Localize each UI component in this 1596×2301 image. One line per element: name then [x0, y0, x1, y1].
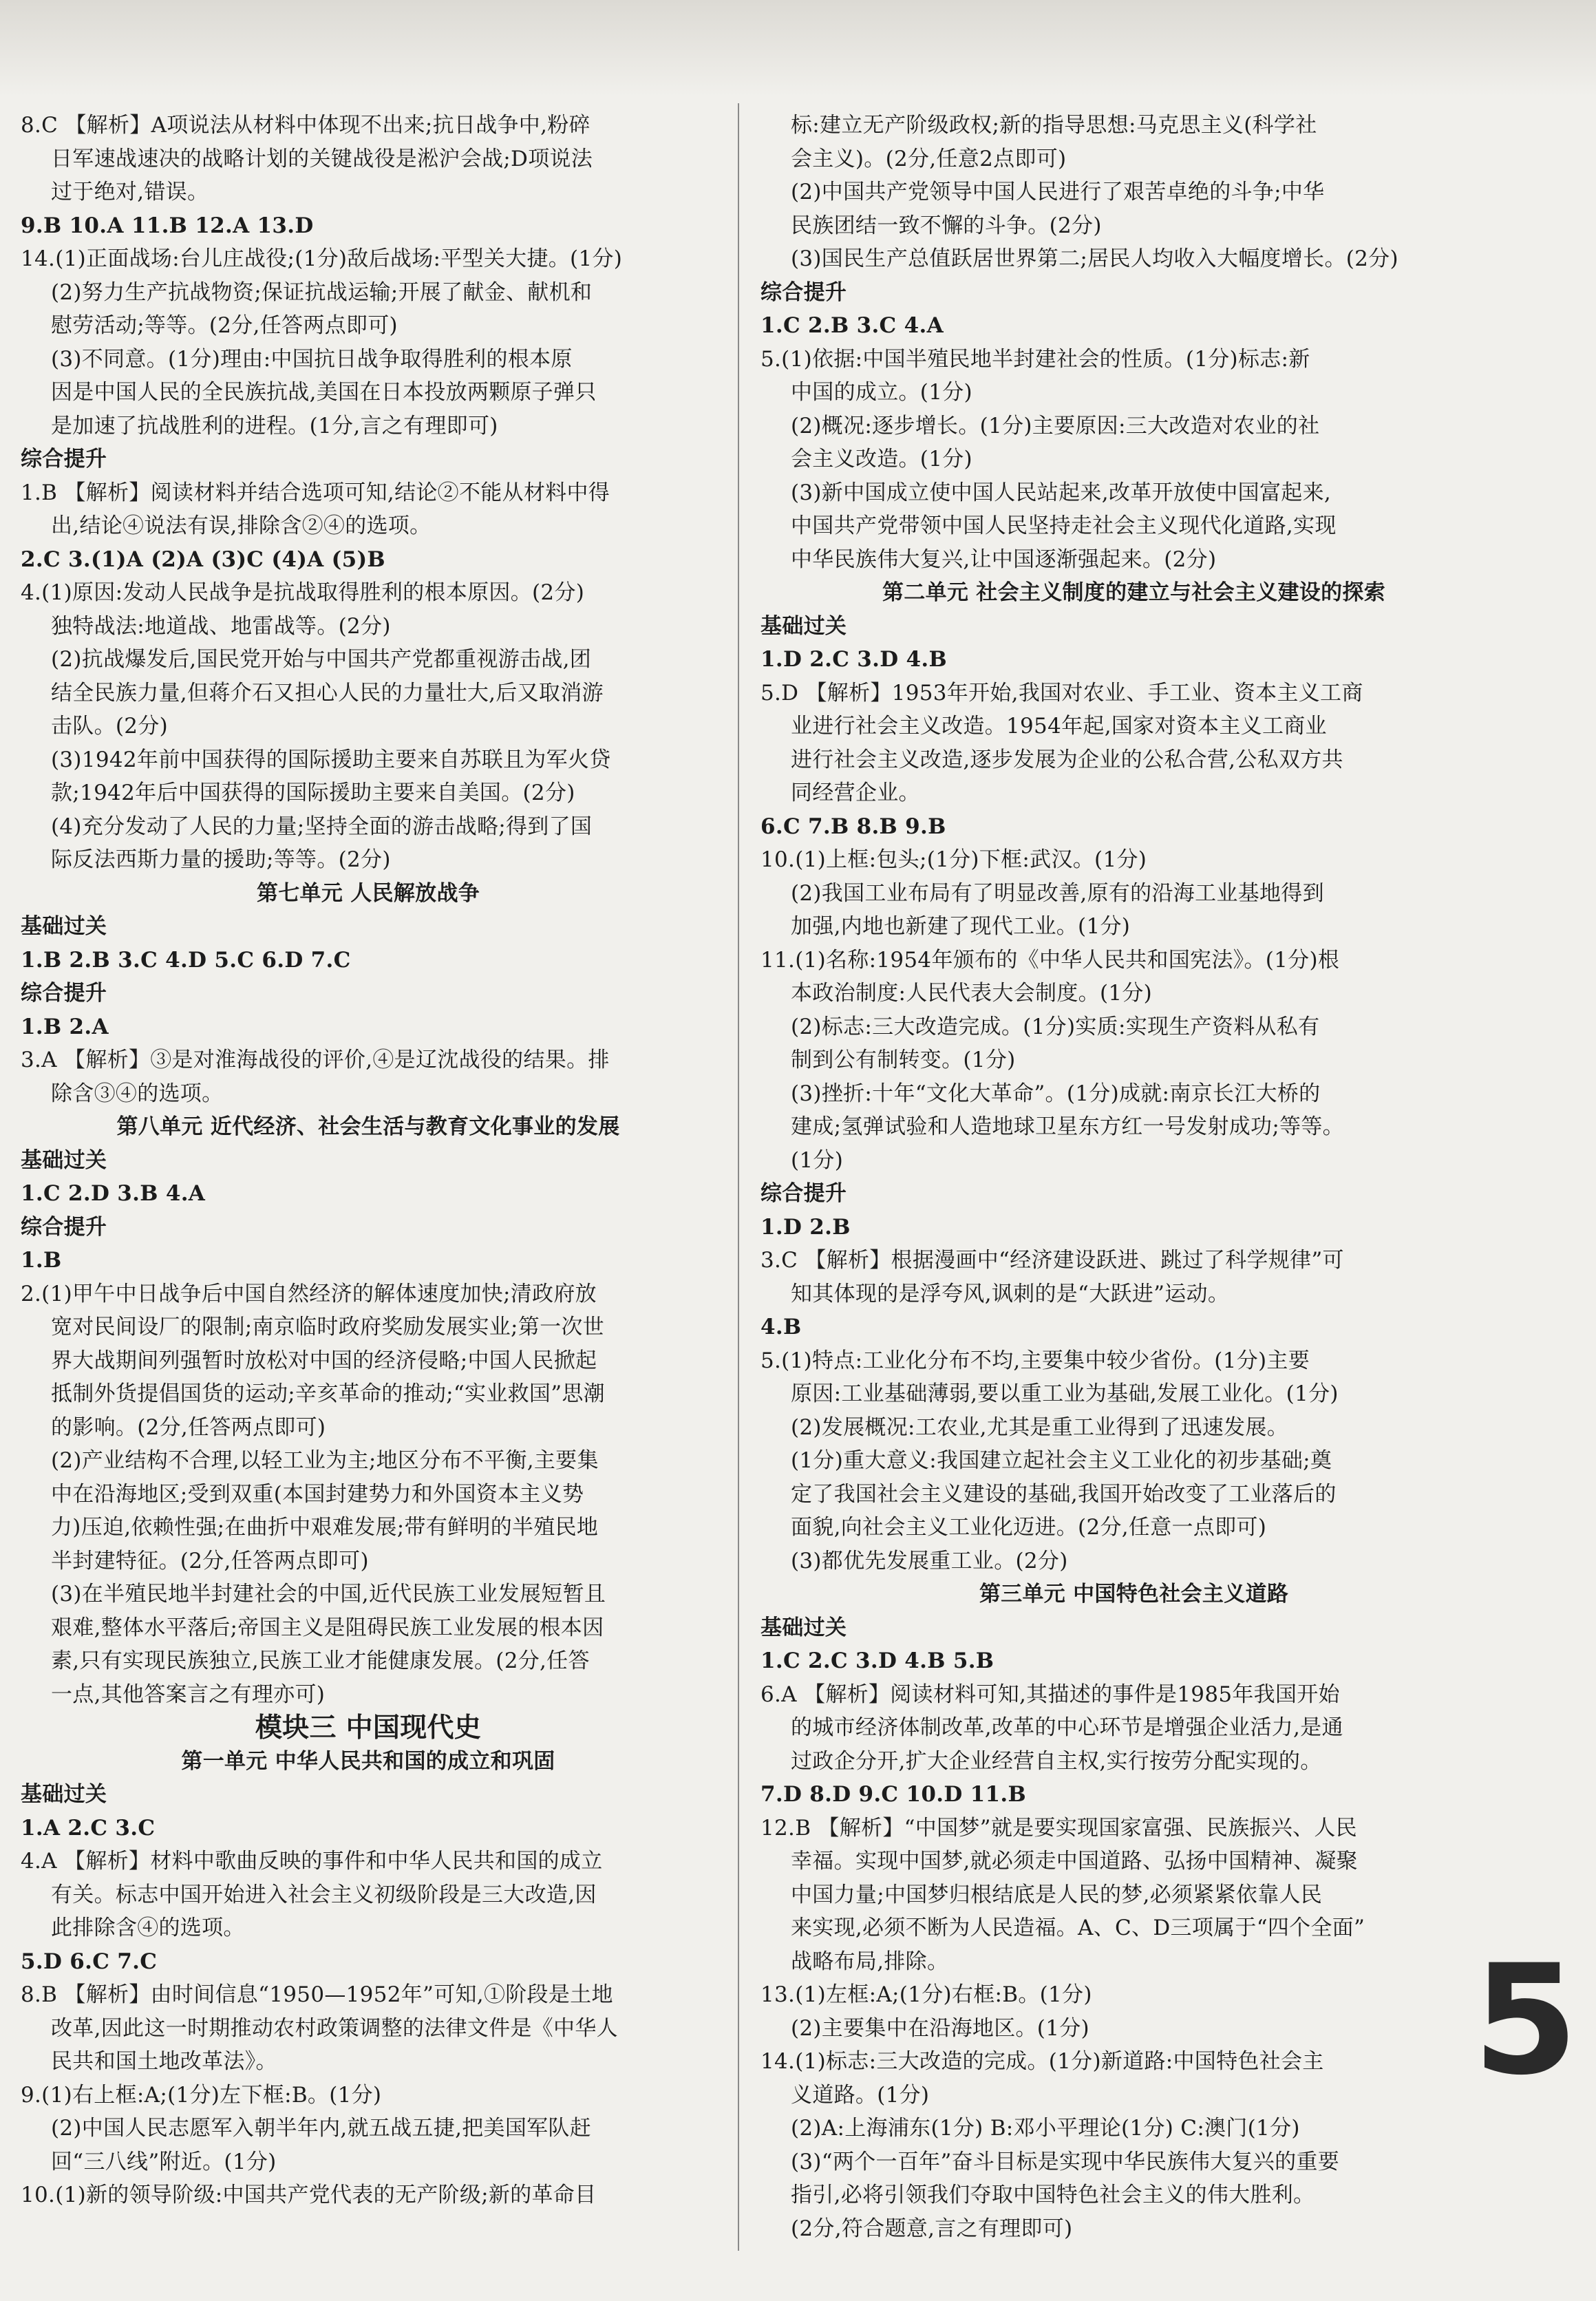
text-line: 加强,内地也新建了现代工业。(1分): [791, 914, 1131, 939]
text-line: 进行社会主义改造,逐步发展为企业的公私合营,公私双方共: [791, 747, 1343, 772]
text-line: 综合提升: [21, 1214, 107, 1240]
text-line: 有关。标志中国开始进入社会主义初级阶段是三大改造,因: [51, 1882, 597, 1907]
text-line: 际反法西斯力量的援助;等等。(2分): [51, 847, 391, 872]
text-line: (1分): [791, 1147, 844, 1173]
text-line: 同经营企业。: [791, 781, 920, 805]
text-line: (2)我国工业布局有了明显改善,原有的沿海工业基地得到: [791, 880, 1324, 906]
text-line: 第八单元 近代经济、社会生活与教育文化事业的发展: [116, 1114, 620, 1139]
text-line: 7.D 8.D 9.C 10.D 11.B: [760, 1782, 1026, 1807]
text-line: 中华民族伟大复兴,让中国逐渐强起来。(2分): [791, 547, 1217, 572]
text-line: (2)中国共产党领导中国人民进行了艰苦卓绝的斗争;中华: [791, 180, 1325, 204]
text-line: 基础过关: [21, 1147, 107, 1173]
text-line: 义道路。(1分): [791, 2082, 930, 2108]
text-line: 5.D 6.C 7.C: [21, 1949, 158, 1974]
text-line: (2)概况:逐步增长。(1分)主要原因:三大改造对农业的社: [791, 413, 1320, 438]
text-line: (3)“两个一百年”奋斗目标是实现中华民族伟大复兴的重要: [791, 2149, 1340, 2174]
text-line: (4)充分发动了人民的力量;坚持全面的游击战略;得到了国: [51, 814, 593, 839]
text-line: 的城市经济体制改革,改革的中心环节是增强企业活力,是通: [791, 1715, 1343, 1740]
text-line: 11.(1)名称:1954年颁布的《中华人民共和国宪法》。(1分)根: [760, 947, 1340, 973]
text-line: (2)抗战爆发后,国民党开始与中国共产党都重视游击战,团: [51, 647, 592, 672]
text-line: 本政治制度:人民代表大会制度。(1分): [791, 981, 1153, 1006]
text-line: (3)不同意。(1分)理由:中国抗日战争取得胜利的根本原: [51, 346, 573, 372]
text-line: 10.(1)上框:包头;(1分)下框:武汉。(1分): [760, 847, 1147, 872]
text-line: 模块三 中国现代史: [255, 1712, 482, 1743]
text-line: 的影响。(2分,任答两点即可): [51, 1414, 326, 1440]
text-line: 6.C 7.B 8.B 9.B: [760, 814, 946, 839]
text-line: 回“三八线”附近。(1分): [51, 2149, 277, 2174]
text-line: 中国共产党带领中国人民坚持走社会主义现代化道路,实现: [791, 513, 1337, 538]
text-line: 指引,必将引领我们夺取中国特色社会主义的伟大胜利。: [791, 2183, 1315, 2207]
text-line: (2)中国人民志愿军入朝半年内,就五战五捷,把美国军队赶: [51, 2116, 592, 2141]
text-line: 3.A 【解析】③是对淮海战役的评价,④是辽沈战役的结果。排: [21, 1048, 610, 1072]
text-line: 1.B 2.B 3.C 4.D 5.C 6.D 7.C: [21, 947, 351, 973]
text-line: 基础过关: [21, 1782, 107, 1807]
text-line: 会主义改造。(1分): [791, 447, 972, 471]
text-line: 1.B: [21, 1248, 62, 1273]
text-line: 此排除含④的选项。: [51, 1916, 245, 1940]
text-line: 出,结论④说法有误,排除含②④的选项。: [51, 513, 432, 538]
text-line: 14.(1)正面战场:台儿庄战役;(1分)敌后战场:平型关大捷。(1分): [21, 246, 623, 271]
text-line: 1.D 2.B: [760, 1214, 851, 1240]
text-line: 1.A 2.C 3.C: [21, 1815, 156, 1841]
text-line: 9.(1)右上框:A;(1分)左下框:B。(1分): [21, 2082, 382, 2108]
text-line: 一点,其他答案言之有理亦可): [51, 1682, 326, 1707]
text-line: 1.D 2.C 3.D 4.B: [760, 647, 947, 672]
text-line: 民共和国土地改革法》。: [51, 2049, 277, 2074]
text-line: 第七单元 人民解放战争: [256, 880, 480, 906]
text-line: 综合提升: [760, 1181, 847, 1206]
text-line: 中国的成立。(1分): [791, 380, 972, 405]
text-line: 慰劳活动;等等。(2分,任答两点即可): [51, 313, 398, 338]
text-line: 中国力量;中国梦归根结底是人民的梦,必须紧紧依靠人民: [791, 1882, 1323, 1907]
text-line: 制到公有制转变。(1分): [791, 1048, 1016, 1072]
text-line: 基础过关: [760, 613, 847, 639]
text-line: 款;1942年后中国获得的国际援助主要来自美国。(2分): [51, 781, 575, 805]
left-column: [21, 109, 716, 2249]
text-line: (2分,符合题意,言之有理即可): [791, 2216, 1073, 2241]
text-line: 10.(1)新的领导阶级:中国共产党代表的无产阶级;新的革命目: [21, 2183, 597, 2207]
text-line: 综合提升: [760, 279, 847, 305]
text-line: (1分)重大意义:我国建立起社会主义工业化的初步基础;奠: [791, 1448, 1332, 1473]
text-line: 5.(1)依据:中国半殖民地半封建社会的性质。(1分)标志:新: [760, 346, 1310, 372]
text-line: (2)努力生产抗战物资;保证抗战运输;开展了献金、献机和: [51, 279, 593, 305]
text-line: 除含③④的选项。: [51, 1081, 224, 1106]
text-line: 1.C 2.B 3.C 4.A: [760, 313, 944, 338]
text-line: 半封建特征。(2分,任答两点即可): [51, 1548, 369, 1573]
text-line: 宽对民间设厂的限制;南京临时政府奖励发展实业;第一次世: [51, 1315, 604, 1339]
text-line: 标:建立无产阶级政权;新的指导思想:马克思主义(科学社: [791, 113, 1317, 138]
page-number: 5: [1473, 1932, 1579, 2108]
text-line: 9.B 10.A 11.B 12.A 13.D: [21, 213, 314, 238]
text-line: 6.A 【解析】阅读材料可知,其描述的事件是1985年我国开始: [760, 1682, 1340, 1707]
text-line: 基础过关: [21, 914, 107, 939]
text-line: 会主义)。(2分,任意2点即可): [791, 146, 1067, 171]
text-line: (2)标志:三大改造完成。(1分)实质:实现生产资料从私有: [791, 1014, 1320, 1039]
text-line: 第一单元 中华人民共和国的成立和巩固: [181, 1748, 555, 1774]
text-line: 过政企分开,扩大企业经营自主权,实行按劳分配实现的。: [791, 1748, 1322, 1774]
text-line: 民族团结一致不懈的斗争。(2分): [791, 213, 1102, 238]
text-line: 业进行社会主义改造。1954年起,国家对资本主义工商业: [791, 714, 1327, 739]
text-line: 抵制外货提倡国货的运动;辛亥革命的推动;“实业救国”思潮: [51, 1381, 605, 1406]
text-line: 2.C 3.(1)A (2)A (3)C (4)A (5)B: [21, 547, 385, 572]
text-line: 击队。(2分): [51, 714, 169, 739]
text-line: 素,只有实现民族独立,民族工业才能健康发展。(2分,任答: [51, 1648, 590, 1673]
text-line: 来实现,必须不断为人民造福。A、C、D三项属于“四个全面”: [791, 1916, 1365, 1940]
right-column: [760, 109, 1507, 2249]
text-line: 独特战法:地道战、地雷战等。(2分): [51, 613, 391, 639]
text-line: 战略布局,排除。: [791, 1949, 949, 1974]
text-line: (2)A:上海浦东(1分) B:邓小平理论(1分) C:澳门(1分): [791, 2116, 1300, 2141]
text-line: (2)主要集中在沿海地区。(1分): [791, 2015, 1089, 2041]
text-line: 中在沿海地区;受到双重(本国封建势力和外国资本主义势: [51, 1481, 584, 1507]
page-top-band: [0, 0, 1596, 96]
column-divider: [738, 103, 739, 2251]
text-line: (3)新中国成立使中国人民站起来,改革开放使中国富起来,: [791, 480, 1332, 505]
text-line: 14.(1)标志:三大改造的完成。(1分)新道路:中国特色社会主: [760, 2049, 1324, 2074]
text-line: 面貌,向社会主义工业化迈进。(2分,任意一点即可): [791, 1515, 1267, 1540]
text-line: (3)国民生产总值跃居世界第二;居民人均收入大幅度增长。(2分): [791, 246, 1398, 271]
text-line: 结全民族力量,但蒋介石又担心人民的力量壮大,后又取消游: [51, 680, 604, 706]
text-line: 日军速战速决的战略计划的关键战役是淞沪会战;D项说法: [51, 146, 593, 171]
text-line: 知其体现的是浮夸风,讽刺的是“大跃进”运动。: [791, 1281, 1230, 1306]
text-line: 3.C 【解析】根据漫画中“经济建设跃进、跳过了科学规律”可: [760, 1248, 1344, 1273]
text-line: 界大战期间列强暂时放松对中国的经济侵略;中国人民掀起: [51, 1348, 597, 1373]
text-line: 建成;氢弹试验和人造地球卫星东方红一号发射成功;等等。: [791, 1114, 1344, 1139]
text-line: 8.C 【解析】A项说法从材料中体现不出来;抗日战争中,粉碎: [21, 113, 590, 138]
text-line: 1.C 2.C 3.D 4.B 5.B: [760, 1648, 994, 1673]
text-line: (2)产业结构不合理,以轻工业为主;地区分布不平衡,主要集: [51, 1448, 599, 1473]
text-line: 过于绝对,错误。: [51, 180, 209, 204]
text-line: (2)发展概况:工农业,尤其是重工业得到了迅速发展。: [791, 1414, 1289, 1440]
text-line: 综合提升: [21, 981, 107, 1006]
text-line: (3)都优先发展重工业。(2分): [791, 1548, 1068, 1573]
text-line: 1.B 【解析】阅读材料并结合选项可知,结论②不能从材料中得: [21, 480, 610, 505]
text-line: 5.D 【解析】1953年开始,我国对农业、手工业、资本主义工商: [760, 680, 1363, 706]
text-line: 4.A 【解析】材料中歌曲反映的事件和中华人民共和国的成立: [21, 1849, 603, 1874]
text-line: 第二单元 社会主义制度的建立与社会主义建设的探索: [882, 580, 1385, 605]
text-line: 4.(1)原因:发动人民战争是抗战取得胜利的根本原因。(2分): [21, 580, 585, 605]
text-line: 5.(1)特点:工业化分布不均,主要集中较少省份。(1分)主要: [760, 1348, 1310, 1373]
text-line: (3)在半殖民地半封建社会的中国,近代民族工业发展短暂且: [51, 1582, 606, 1607]
text-line: 2.(1)甲午中日战争后中国自然经济的解体速度加快;清政府放: [21, 1281, 597, 1306]
text-line: 第三单元 中国特色社会主义道路: [979, 1582, 1289, 1607]
text-line: (3)1942年前中国获得的国际援助主要来自苏联且为军火贷: [51, 747, 611, 772]
text-line: 基础过关: [760, 1615, 847, 1640]
text-line: 力)压迫,依赖性强;在曲折中艰难发展;带有鲜明的半殖民地: [51, 1515, 599, 1540]
text-line: 因是中国人民的全民族抗战,美国在日本投放两颗原子弹只: [51, 380, 597, 405]
text-line: 原因:工业基础薄弱,要以重工业为基础,发展工业化。(1分): [791, 1381, 1339, 1406]
text-line: 幸福。实现中国梦,就必须走中国道路、弘扬中国精神、凝聚: [791, 1849, 1358, 1874]
text-line: 1.C 2.D 3.B 4.A: [21, 1181, 206, 1206]
text-line: 定了我国社会主义建设的基础,我国开始改变了工业落后的: [791, 1481, 1337, 1507]
text-line: 艰难,整体水平落后;帝国主义是阻碍民族工业发展的根本因: [51, 1615, 604, 1640]
text-line: 8.B 【解析】由时间信息“1950—1952年”可知,①阶段是土地: [21, 1982, 613, 2007]
text-line: 是加速了抗战胜利的进程。(1分,言之有理即可): [51, 413, 498, 438]
text-line: 综合提升: [21, 447, 107, 471]
text-line: 1.B 2.A: [21, 1014, 109, 1039]
text-line: 12.B 【解析】“中国梦”就是要实现国家富强、民族振兴、人民: [760, 1815, 1357, 1841]
text-line: 改革,因此这一时期推动农村政策调整的法律文件是《中华人: [51, 2015, 618, 2041]
text-line: 13.(1)左框:A;(1分)右框:B。(1分): [760, 1982, 1092, 2007]
text-line: 4.B: [760, 1315, 802, 1339]
text-line: (3)挫折:十年“文化大革命”。(1分)成就:南京长江大桥的: [791, 1081, 1321, 1106]
